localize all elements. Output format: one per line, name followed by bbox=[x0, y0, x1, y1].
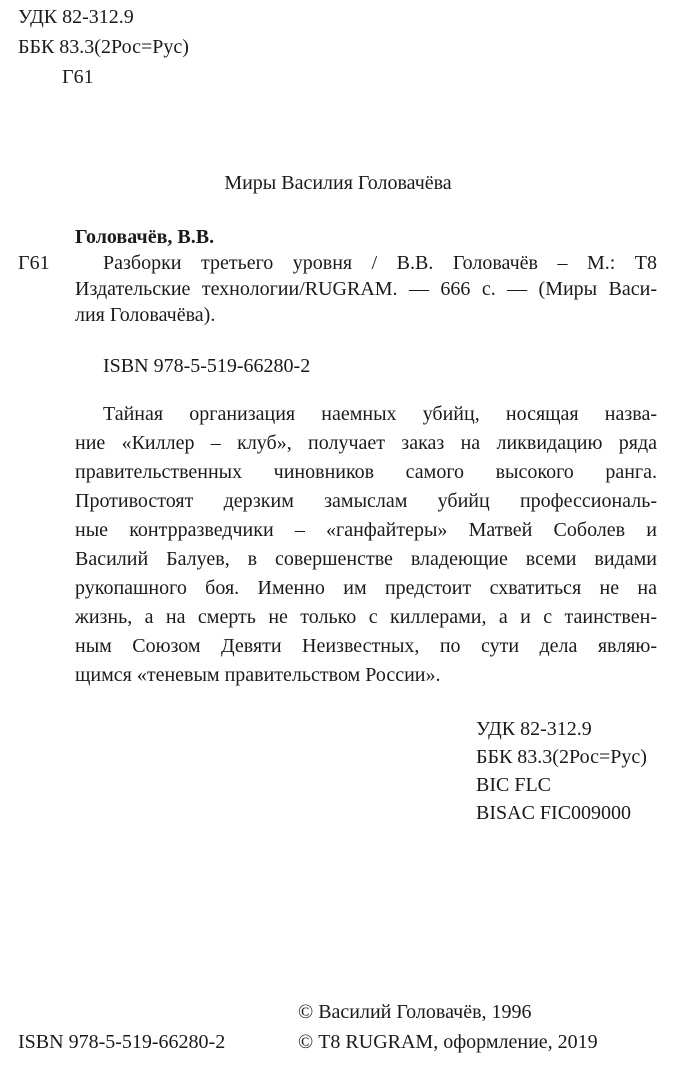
top-udk: УДК 82-312.9 bbox=[18, 6, 134, 28]
class-bisac: BISAC FIC009000 bbox=[476, 802, 632, 824]
top-author-mark: Г61 bbox=[62, 66, 94, 88]
catalog-description bbox=[75, 252, 657, 332]
copyright-publisher: © Т8 RUGRAM, оформление, 2019 bbox=[298, 1031, 598, 1053]
catalog-line-1: Разборки третьего уровня / В.В. Головачёв – М.: Т8 bbox=[103, 252, 657, 274]
class-bbk: ББК 83.3(2Рос=Рус) bbox=[476, 746, 647, 768]
annotation-line: щимся «теневым правительством России». bbox=[75, 664, 441, 686]
annotation-line: ные контрразведчики – «ганфайтеры» Матвей Соболев и bbox=[75, 519, 657, 541]
catalog-line-3: лия Головачёва). bbox=[75, 304, 216, 326]
class-bic: BIC FLC bbox=[476, 774, 552, 796]
top-bbk: ББК 83.3(2Рос=Рус) bbox=[18, 36, 189, 58]
annotation-line: Василий Балуев, в совершенстве владеющие всеми видами bbox=[75, 548, 657, 570]
class-udk: УДК 82-312.9 bbox=[476, 718, 592, 740]
annotation bbox=[75, 403, 657, 693]
annotation-line: правительственных чиновников самого высокого ранга. bbox=[75, 461, 657, 483]
annotation-line: ние «Киллер – клуб», получает заказ на ликвидацию ряда bbox=[75, 432, 657, 454]
series-header: Миры Василия Головачёва bbox=[224, 172, 452, 194]
catalog-author: Головачёв, В.В. bbox=[75, 226, 215, 248]
annotation-line: Противостоят дерзким замыслам убийц профессиональ- bbox=[75, 490, 657, 512]
catalog-isbn: ISBN 978-5-519-66280-2 bbox=[103, 355, 311, 377]
copyright-author: © Василий Головачёв, 1996 bbox=[298, 1001, 532, 1023]
catalog-author-mark: Г61 bbox=[18, 252, 50, 274]
annotation-line: рукопашного боя. Именно им предстоит схватиться не на bbox=[75, 577, 657, 599]
annotation-line: Тайная организация наемных убийц, носящая назва- bbox=[103, 403, 657, 425]
footer-isbn: ISBN 978-5-519-66280-2 bbox=[18, 1031, 226, 1053]
annotation-line: ным Союзом Девяти Неизвестных, по сути дела являю- bbox=[75, 635, 657, 657]
annotation-line: жизнь, а на смерть не только с киллерами, а и с таинствен- bbox=[75, 606, 657, 628]
catalog-line-2: Издательские технологии/RUGRAM. — 666 с. — (Миры Васи- bbox=[75, 278, 657, 300]
